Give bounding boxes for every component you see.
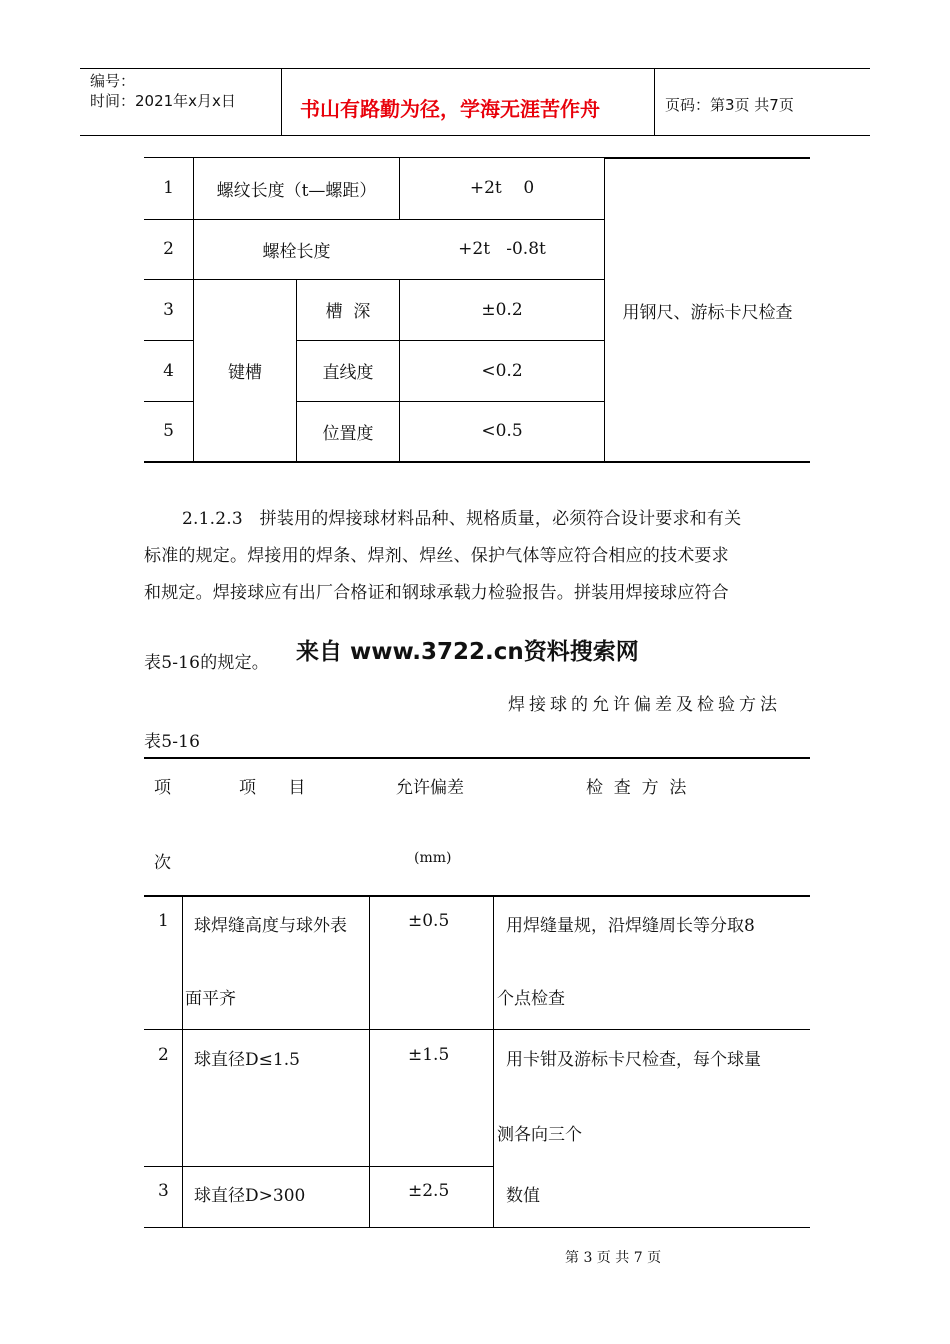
spec-table-2 — [144, 757, 810, 1229]
t1-row3-sub: 槽 深 — [325, 302, 371, 322]
t1-row5-tolerance: <0.5 — [481, 421, 523, 441]
t2-col-rule — [182, 896, 183, 1228]
t2-row2-tolerance: ±1.5 — [408, 1045, 450, 1065]
t1-row4-sub: 直线度 — [322, 363, 374, 383]
page-footer: 第 3 页 共 7 页 — [565, 1250, 662, 1266]
t2-row2-method-l1: 用卡钳及游标卡尺检查，每个球量 — [506, 1050, 761, 1070]
watermark: 来自 www.3722.cn资料搜索网 — [296, 639, 639, 665]
t2-row1-item-l1: 球焊缝高度与球外表 — [194, 916, 347, 936]
t2-row2-method-l2: 测各向三个 — [497, 1125, 582, 1145]
t1-row3-tolerance: ±0.2 — [481, 299, 523, 320]
t2-row-rule — [144, 1029, 810, 1030]
table2-title: 焊接球的允许偏差及检验方法 — [508, 695, 781, 715]
t1-row4-tolerance: <0.2 — [481, 360, 523, 381]
t2-row1-no: 1 — [158, 911, 169, 931]
t2-header-unit: (mm) — [414, 850, 452, 866]
t2-header-item: 项 目 — [239, 778, 306, 798]
t2-header-method: 检 查 方 法 — [586, 778, 687, 798]
t2-header-rule — [144, 895, 810, 897]
t2-row2-no: 2 — [158, 1045, 169, 1065]
t1-method: 用钢尺、游标卡尺检查 — [622, 302, 793, 323]
t2-row3-item: 球直径D>300 — [194, 1186, 306, 1206]
page-info: 页码：第3页 共7页 — [665, 96, 794, 114]
serial-label: 编号： — [90, 72, 136, 90]
motto: 书山有路勤为径，学海无涯苦作舟 — [300, 97, 600, 121]
table2-label: 表5-16 — [144, 732, 201, 752]
paragraph-line-3: 和规定。焊接球应有出厂合格证和钢球承载力检验报告。拼装用焊接球应符合 — [144, 583, 729, 603]
t2-row1-method-l1: 用焊缝量规，沿焊缝周长等分取8 — [506, 916, 755, 936]
header-top-rule — [80, 68, 870, 69]
t2-row1-tolerance: ±0.5 — [408, 911, 450, 931]
t2-row1-item-l2: 面平齐 — [185, 989, 236, 1009]
header-bottom-rule — [80, 135, 870, 136]
spec-table-1 — [144, 157, 810, 463]
t1-row1-item: 螺纹长度（t—螺距） — [216, 180, 377, 201]
t1-row2-item: 螺栓长度 — [262, 241, 331, 262]
paragraph-line-1: 2.1.2.3 拼装用的焊接球材料品种、规格质量，必须符合设计要求和有关 — [182, 509, 742, 529]
t1-row4-no: 4 — [163, 360, 174, 381]
paragraph-line-2: 标准的规定。焊接用的焊条、焊剂、焊丝、保护气体等应符合相应的技术要求 — [144, 546, 729, 566]
t1-row3-no: 3 — [163, 299, 174, 320]
t1-row5-no: 5 — [163, 421, 174, 441]
t2-col-rule — [493, 896, 494, 1228]
t1-row2-no: 2 — [163, 239, 174, 259]
t2-top-rule — [144, 757, 810, 759]
t1-row5-sub: 位置度 — [322, 423, 374, 444]
t2-header-no-bottom: 次 — [154, 853, 171, 873]
t2-col-rule — [369, 896, 370, 1228]
header-divider-2 — [654, 68, 655, 135]
t2-row3-no: 3 — [158, 1181, 169, 1201]
t2-row-rule — [144, 1166, 493, 1167]
paragraph-line-4: 表5-16的规定。 — [144, 653, 269, 673]
header-divider-1 — [281, 68, 282, 135]
t2-header-no-top: 项 — [154, 778, 171, 798]
t1-group-label: 键槽 — [228, 363, 262, 383]
t1-row1-no: 1 — [163, 178, 174, 198]
time-label: 时间：2021年x月x日 — [90, 92, 236, 110]
t2-row1-method-l2: 个点检查 — [497, 989, 565, 1009]
t1-row2-tolerance: +2t -0.8t — [458, 239, 546, 259]
t2-row3-tolerance: ±2.5 — [408, 1181, 450, 1201]
t1-row1-tolerance: +2t 0 — [469, 178, 535, 198]
t2-header-tolerance: 允许偏差 — [396, 778, 464, 798]
t2-row3-method: 数值 — [506, 1186, 540, 1206]
t2-bottom-rule — [144, 1227, 810, 1228]
t2-row2-item: 球直径D≤1.5 — [194, 1050, 300, 1070]
